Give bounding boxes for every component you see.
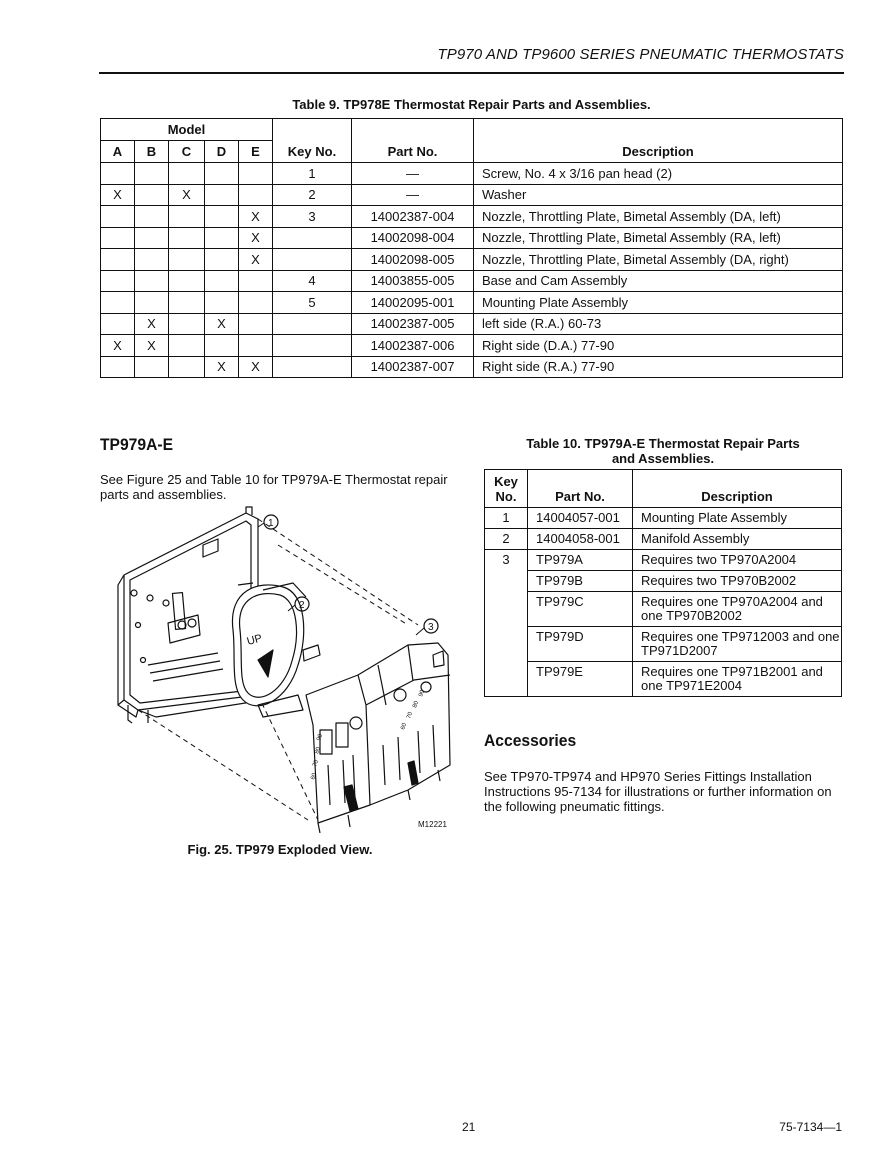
description-cell: Nozzle, Throttling Plate, Bimetal Assembly (DA, right): [474, 249, 843, 271]
model-cell: [101, 249, 135, 271]
table-row: [485, 508, 842, 529]
model-cell: [169, 270, 205, 292]
part-no-cell: 14004058-001: [528, 529, 633, 550]
model-cell: [101, 313, 135, 335]
scale-label: 60: [400, 722, 409, 731]
description-cell: Mounting Plate Assembly: [474, 292, 843, 314]
table-row: [101, 356, 843, 378]
dial-label: UP: [245, 632, 264, 648]
description-cell: Base and Cam Assembly: [474, 270, 843, 292]
model-col-header: D: [205, 141, 239, 163]
part-no-cell: 14002387-004: [352, 206, 474, 228]
table-row: [485, 592, 842, 627]
figure-caption: Fig. 25. TP979 Exploded View.: [187, 842, 373, 857]
key-no-cell: 4: [273, 270, 352, 292]
table-row: [101, 335, 843, 357]
figure-code: M12221: [418, 820, 447, 829]
part-no-cell: TP979B: [528, 571, 633, 592]
part-no-cell: 14002387-006: [352, 335, 474, 357]
table-row: [485, 529, 842, 550]
table-row: [101, 227, 843, 249]
section-text: See Figure 25 and Table 10 for TP979A-E Thermostat repair parts and assemblies.: [100, 472, 448, 502]
key-header-line: Key: [494, 474, 518, 489]
description-cell: Requires one TP9712003 and one TP971D2007: [633, 627, 842, 662]
model-cell: X: [101, 335, 135, 357]
key-no-header: Key No.: [273, 119, 352, 163]
model-col-header: C: [169, 141, 205, 163]
part-no-cell: 14002098-005: [352, 249, 474, 271]
model-cell: [101, 292, 135, 314]
table-row: [485, 550, 842, 571]
part-no-cell: TP979A: [528, 550, 633, 571]
part-no-cell: 14002387-005: [352, 313, 474, 335]
key-header-line: No.: [495, 489, 517, 504]
model-cell: [135, 206, 169, 228]
description-header: Description: [474, 119, 843, 163]
key-no-cell: [273, 227, 352, 249]
key-no-cell: 2: [273, 184, 352, 206]
scale-label: 90: [418, 689, 427, 698]
part-no-cell: TP979C: [528, 592, 633, 627]
table-row: [101, 206, 843, 228]
model-cell: [239, 313, 273, 335]
model-cell: [101, 270, 135, 292]
description-cell: Screw, No. 4 x 3/16 pan head (2): [474, 163, 843, 185]
model-cell: X: [135, 335, 169, 357]
table-row: [101, 292, 843, 314]
description-cell: Manifold Assembly: [633, 529, 842, 550]
table-row: [485, 662, 842, 697]
model-cell: [205, 163, 239, 185]
running-header: TP970 AND TP9600 SERIES PNEUMATIC THERMOSTATS: [437, 46, 844, 63]
description-cell: Requires two TP970A2004: [633, 550, 842, 571]
model-cell: [169, 356, 205, 378]
model-cell: [239, 270, 273, 292]
table-row: [101, 249, 843, 271]
scale-label: 70: [312, 759, 321, 768]
model-cell: X: [239, 249, 273, 271]
model-cell: [239, 335, 273, 357]
table10: [484, 469, 842, 697]
scale-label: 80: [314, 746, 323, 755]
key-no-cell: 2: [485, 529, 528, 550]
key-no-cell: [273, 313, 352, 335]
part-no-cell: 14003855-005: [352, 270, 474, 292]
model-cell: [169, 313, 205, 335]
model-cell: [169, 163, 205, 185]
model-cell: [135, 270, 169, 292]
model-cell: [169, 227, 205, 249]
callout-1: 1: [268, 518, 274, 529]
key-no-cell: 3: [273, 206, 352, 228]
model-cell: [101, 206, 135, 228]
key-no-header: [485, 470, 528, 508]
table-row: [101, 313, 843, 335]
description-header: Description: [633, 470, 842, 508]
table-row: [485, 571, 842, 592]
model-cell: X: [135, 313, 169, 335]
key-no-cell: [273, 356, 352, 378]
model-header: Model: [101, 119, 273, 141]
part-no-cell: 14002095-001: [352, 292, 474, 314]
callout-3: 3: [428, 622, 434, 633]
part-no-cell: 14002098-004: [352, 227, 474, 249]
key-no-cell: [273, 335, 352, 357]
table-row: [101, 270, 843, 292]
model-cell: X: [239, 356, 273, 378]
model-cell: [101, 227, 135, 249]
model-cell: [239, 184, 273, 206]
key-no-cell: 5: [273, 292, 352, 314]
key-no-cell: 3: [485, 550, 528, 697]
table10-caption-line: and Assemblies.: [611, 451, 715, 466]
model-cell: [169, 335, 205, 357]
model-cell: [135, 227, 169, 249]
page-number: 21: [462, 1120, 476, 1134]
model-cell: [205, 227, 239, 249]
part-no-header: Part No.: [352, 119, 474, 163]
model-col-header: A: [101, 141, 135, 163]
accessories-heading: Accessories: [484, 731, 577, 750]
description-cell: Requires two TP970B2002: [633, 571, 842, 592]
description-cell: Washer: [474, 184, 843, 206]
description-cell: left side (R.A.) 60-73: [474, 313, 843, 335]
scale-label: 70: [406, 711, 415, 720]
model-cell: [135, 249, 169, 271]
description-cell: Right side (D.A.) 77-90: [474, 335, 843, 357]
model-col-header: E: [239, 141, 273, 163]
part-no-cell: —: [352, 163, 474, 185]
model-cell: [169, 292, 205, 314]
scale-label: 60: [310, 772, 319, 781]
key-no-cell: 1: [485, 508, 528, 529]
part-no-cell: TP979E: [528, 662, 633, 697]
model-cell: [205, 270, 239, 292]
key-no-cell: [273, 249, 352, 271]
document-number: 75-7134—1: [779, 1120, 842, 1134]
model-cell: [239, 292, 273, 314]
header-rule: [99, 72, 844, 74]
model-cell: X: [205, 313, 239, 335]
thermostat-units-part: [306, 643, 450, 833]
description-cell: Requires one TP971B2001 and one TP971E2004: [633, 662, 842, 697]
model-cell: [135, 184, 169, 206]
model-cell: [169, 206, 205, 228]
model-cell: [205, 249, 239, 271]
table-row: [485, 627, 842, 662]
model-cell: [135, 163, 169, 185]
table-row: [101, 184, 843, 206]
scale-label: 80: [412, 700, 421, 709]
description-cell: Requires one TP970A2004 and one TP970B2002: [633, 592, 842, 627]
table10-caption: [484, 436, 842, 466]
model-cell: [205, 184, 239, 206]
description-cell: Nozzle, Throttling Plate, Bimetal Assembly (DA, left): [474, 206, 843, 228]
model-cell: X: [101, 184, 135, 206]
part-no-cell: 14004057-001: [528, 508, 633, 529]
part-no-cell: 14002387-007: [352, 356, 474, 378]
table9: [100, 118, 843, 378]
model-cell: [101, 163, 135, 185]
description-cell: Right side (R.A.) 77-90: [474, 356, 843, 378]
part-no-cell: —: [352, 184, 474, 206]
description-cell: Mounting Plate Assembly: [633, 508, 842, 529]
model-cell: [205, 335, 239, 357]
callout-2: 2: [299, 600, 305, 611]
model-cell: [205, 292, 239, 314]
model-col-header: B: [135, 141, 169, 163]
description-cell: Nozzle, Throttling Plate, Bimetal Assembly (RA, left): [474, 227, 843, 249]
model-cell: [135, 292, 169, 314]
model-cell: [239, 163, 273, 185]
table9-caption: Table 9. TP978E Thermostat Repair Parts and Assemblies.: [292, 97, 651, 112]
model-cell: [169, 249, 205, 271]
model-cell: X: [239, 227, 273, 249]
table10-caption-line: Table 10. TP979A-E Thermostat Repair Parts: [526, 436, 800, 451]
model-cell: X: [205, 356, 239, 378]
key-no-cell: 1: [273, 163, 352, 185]
part-no-header: Part No.: [528, 470, 633, 508]
accessories-text: See TP970-TP974 and HP970 Series Fittings Installation Instructions 95-7134 for illustrations or further information on the following pneumatic fittings.: [484, 769, 832, 814]
scale-label: 90: [316, 733, 325, 742]
exploded-view-figure: [108, 505, 453, 833]
part-no-cell: TP979D: [528, 627, 633, 662]
model-cell: X: [169, 184, 205, 206]
model-cell: X: [239, 206, 273, 228]
table-row: [101, 163, 843, 185]
model-cell: [135, 356, 169, 378]
model-cell: [205, 206, 239, 228]
model-cell: [101, 356, 135, 378]
section-heading: TP979A-E: [100, 435, 174, 454]
